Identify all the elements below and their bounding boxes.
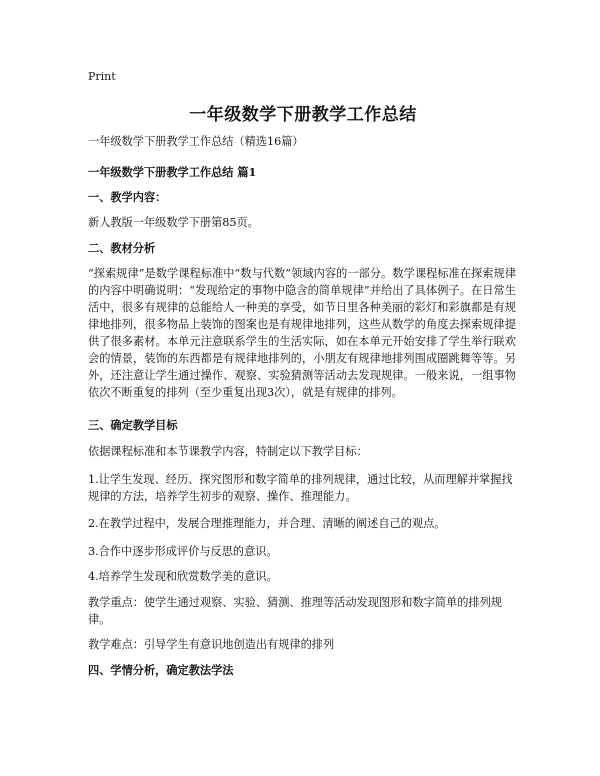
section-heading-methods: 四、学情分析，确定教法学法 <box>88 663 234 677</box>
document-subtitle: 一年级数学下册教学工作总结（精选16篇） <box>88 135 304 148</box>
section-text-analysis: “探索规律”是数学课程标准中“数与代数”领域内容的一部分。数学课程标准在探索规律的内容中明确说明：“发现给定的事物中隐含的简单规律”并给出了具体例子。在日常生活中，很多有规律的总能给人一种美的享受，如节日里各种美丽的彩灯和彩旗都是有规律地排列，很多物品上装饰的图案也是有规律地排列，这些从数学的角度去探索规律提供了很多素材。本单元注意联系学生的生活实际，如在本单元开始安排了学生举行联欢会的情景，装饰的东西都是有规律地排列的，小朋友有规律地排列围成圈跳舞等等。另外，还注意让学生通过操作、观察、实验猜测等活动去发现规律。一般来说，一组事物依次不断重复的排列（至少重复出现3次），就是有规律的排列。 <box>88 267 516 399</box>
goal-item: 1.让学生发现、经历、探究图形和数字简单的排列规律，通过比较，从而理解并掌握找规律的方法，培养学生初步的观察、操作、推理能力。 <box>88 473 513 503</box>
section-text-content: 新人教版一年级数学下册第85页。 <box>88 216 259 229</box>
goals-intro: 依据课程标准和本节课教学内容，特制定以下教学目标： <box>88 445 368 458</box>
page-title: 一年级数学下册教学工作总结 <box>189 105 417 125</box>
print-label: Print <box>88 70 116 83</box>
main-heading: 一年级数学下册教学工作总结 篇1 <box>88 165 257 179</box>
goal-item: 4.培养学生发现和欣赏数学美的意识。 <box>88 570 278 583</box>
section-heading-analysis: 二、教材分析 <box>88 241 156 255</box>
section-heading-content: 一、教学内容： <box>88 190 167 204</box>
teaching-difficulty: 教学难点：引导学生有意识地创造出有规律的排列 <box>88 638 335 651</box>
goal-item: 2.在教学过程中，发展合理推理能力，并合理、清晰的阐述自己的观点。 <box>88 517 446 530</box>
teaching-focus: 教学重点：使学生通过观察、实验、猜测、推理等活动发现图形和数字简单的排列规律。 <box>88 596 502 626</box>
section-heading-goals: 三、确定教学目标 <box>88 418 178 432</box>
goal-item: 3.合作中逐步形成评价与反思的意识。 <box>88 545 278 558</box>
